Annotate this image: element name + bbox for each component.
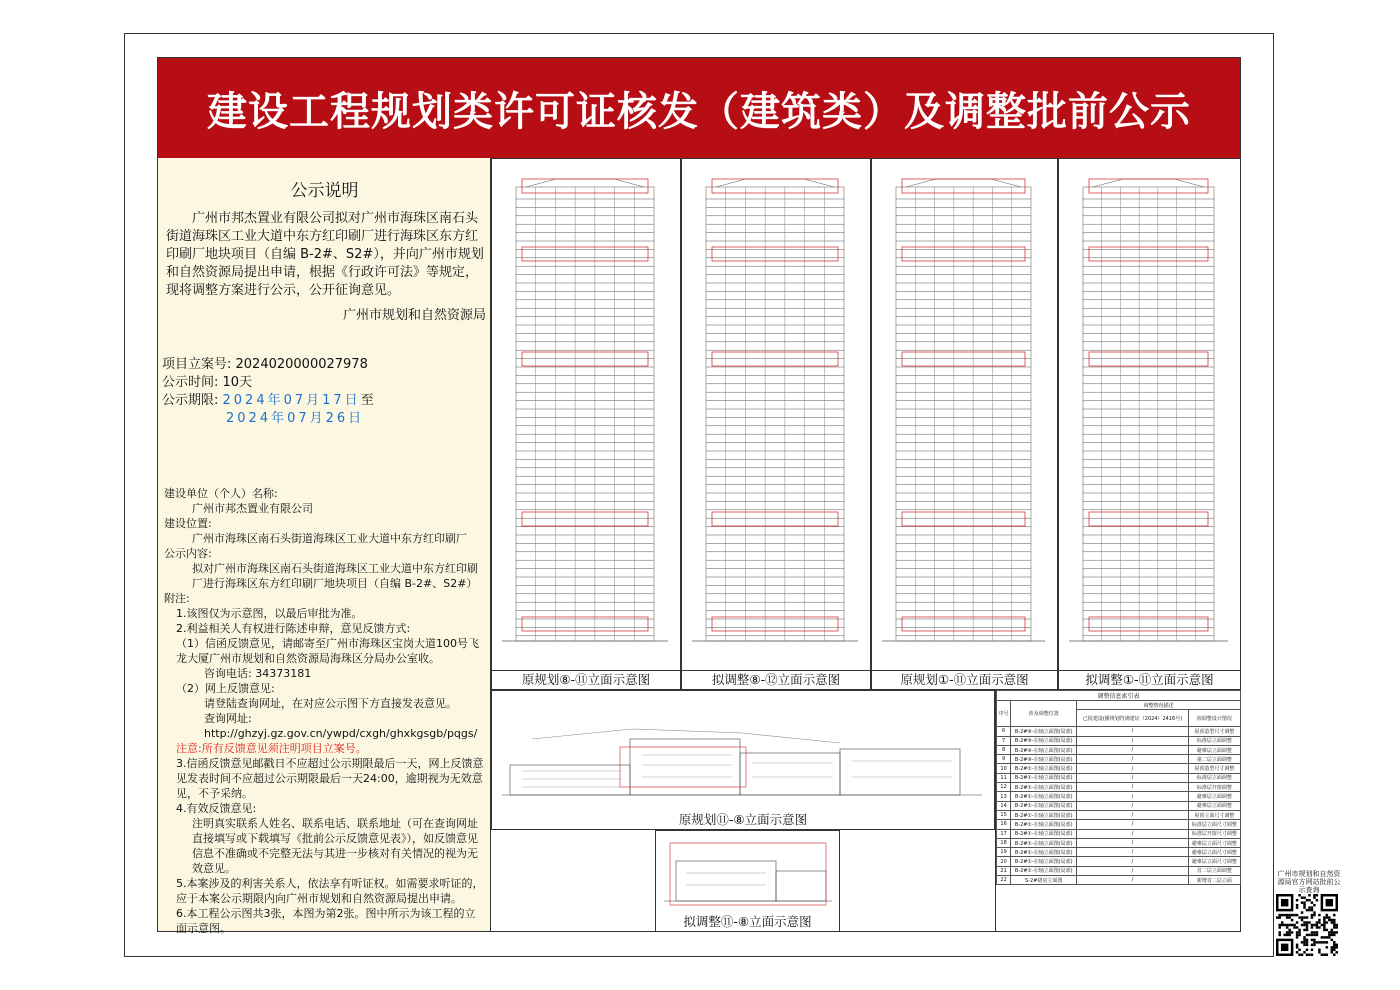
podium-panel-original bbox=[491, 690, 995, 830]
qr-label: 广州市规划和自然资源局官方网站批前公示查询 bbox=[1277, 870, 1341, 894]
details-block bbox=[164, 486, 486, 936]
table-row bbox=[997, 783, 1241, 792]
table-cell-approved: / bbox=[1077, 792, 1188, 801]
elevation-panel-3 bbox=[871, 158, 1058, 690]
table-cell-loc: B-2#①-⑪轴立面图(局部) bbox=[1011, 857, 1077, 866]
table-cell-loc: B-2#①-⑪轴立面图(局部) bbox=[1011, 801, 1077, 810]
table-cell-loc: B-2#①-⑪轴立面图(局部) bbox=[1011, 792, 1077, 801]
table-cell-plan: 避难层立面调整 bbox=[1188, 792, 1240, 801]
table-row bbox=[997, 829, 1241, 838]
table-cell-loc: B-2#①-⑪轴立面图(局部) bbox=[1011, 829, 1077, 838]
table-cell-loc: B-2#①-⑪轴立面图(局部) bbox=[1011, 773, 1077, 782]
table-cell-approved: / bbox=[1077, 876, 1188, 885]
table-cell-loc: B-2#①-⑪轴立面图(局部) bbox=[1011, 820, 1077, 829]
case-label: 项目立案号: bbox=[162, 357, 236, 372]
col-approved: 已批建设(播规划符满建证（2024）2416号) bbox=[1077, 710, 1188, 727]
col-no: 序号 bbox=[997, 701, 1011, 727]
period-label: 公示时间: bbox=[162, 375, 223, 390]
tower-drawing-4 bbox=[1059, 159, 1240, 671]
notes-label: 附注: bbox=[164, 592, 190, 605]
page-title: 建设工程规划类许可证核发（建筑类）及调整批前公示 bbox=[158, 58, 1240, 158]
note-2a-phone: 咨询电话: 34373181 bbox=[204, 667, 312, 680]
tower-drawing-1 bbox=[492, 159, 680, 671]
table-cell-loc: S-2#裙房立面图 bbox=[1011, 876, 1077, 885]
table-cell-no: 20 bbox=[997, 857, 1011, 866]
table-cell-plan: 新增首二层立面 bbox=[1188, 876, 1240, 885]
table-cell-plan: 避难层立面调整 bbox=[1188, 801, 1240, 810]
table-cell-loc: B-2#①-⑪轴立面图(局部) bbox=[1011, 764, 1077, 773]
table-row bbox=[997, 755, 1241, 764]
note-4: 4.有效反馈意见: bbox=[176, 802, 257, 815]
table-cell-plan: 标准层开窗调整 bbox=[1188, 783, 1240, 792]
col-group: 调整情况描述 bbox=[1077, 701, 1241, 710]
table-cell-loc: B-2#①-⑪轴立面图(局部) bbox=[1011, 838, 1077, 847]
table-cell-no: 10 bbox=[997, 764, 1011, 773]
table-cell-approved: / bbox=[1077, 857, 1188, 866]
content-value: 拟对广州市海珠区南石头街道海珠区工业大道中东方红印刷厂进行海珠区东方红印刷厂地块项目（自编 B-2#、S2#） bbox=[192, 562, 478, 590]
note-2: 2.利益相关人有权进行陈述申辩，意见反馈方式: bbox=[176, 622, 411, 635]
table-cell-plan: 避难层立面尺寸调整 bbox=[1188, 848, 1240, 857]
table-cell-loc: B-2#⑧-⑪轴立面图(局部) bbox=[1011, 727, 1077, 736]
table-title: 调整信息索引表 bbox=[997, 691, 1241, 701]
table-cell-no: 17 bbox=[997, 829, 1011, 838]
table-cell-approved: / bbox=[1077, 736, 1188, 745]
table-cell-plan: 避难层立面尺寸调整 bbox=[1188, 838, 1240, 847]
table-cell-approved: / bbox=[1077, 801, 1188, 810]
table-row bbox=[997, 838, 1241, 847]
note-2b-url[interactable]: http://ghzyj.gz.gov.cn/ywpd/cxgh/ghxkgsgb/pqgs/ bbox=[204, 727, 478, 740]
col-location: 涉及调整位置 bbox=[1011, 701, 1077, 727]
unit-label: 建设单位（个人）名称: bbox=[164, 487, 278, 500]
table-cell-plan: 标准层立面尺寸调整 bbox=[1188, 820, 1240, 829]
table-cell-no: 21 bbox=[997, 866, 1011, 875]
table-cell-no: 15 bbox=[997, 810, 1011, 819]
table-cell-no: 8 bbox=[997, 745, 1011, 754]
table-cell-loc: B-2#①-⑪轴立面图(局部) bbox=[1011, 866, 1077, 875]
table-cell-approved: / bbox=[1077, 745, 1188, 754]
elevation-panel-2 bbox=[681, 158, 871, 690]
note-2b-2: 查询网址: bbox=[204, 712, 252, 725]
table-row bbox=[997, 727, 1241, 736]
table-cell-plan: 标准层立面调整 bbox=[1188, 773, 1240, 782]
table-cell-plan: 首二层立面调整 bbox=[1188, 866, 1240, 875]
table-row bbox=[997, 848, 1241, 857]
table-cell-plan: 屋顶立面尺寸调整 bbox=[1188, 810, 1240, 819]
caption-5: 原规划⑪-⑧立面示意图 bbox=[492, 811, 994, 829]
unit-value: 广州市邦杰置业有限公司 bbox=[192, 502, 313, 515]
table-cell-no: 9 bbox=[997, 755, 1011, 764]
content-label: 公示内容: bbox=[164, 547, 212, 560]
notice-panel bbox=[158, 158, 491, 935]
col-plan: 拟调整设计情况 bbox=[1188, 710, 1240, 727]
caption-3: 原规划①-⑪立面示意图 bbox=[872, 670, 1057, 689]
table-cell-loc: B-2#⑧-⑪轴立面图(局部) bbox=[1011, 755, 1077, 764]
table-cell-no: 16 bbox=[997, 820, 1011, 829]
caption-1: 原规划⑧-⑪立面示意图 bbox=[492, 670, 680, 689]
period-value: 10天 bbox=[222, 375, 253, 390]
project-info bbox=[162, 356, 374, 428]
table-row bbox=[997, 866, 1241, 875]
table-cell-approved: / bbox=[1077, 755, 1188, 764]
location-value: 广州市海珠区南石头街道海珠区工业大道中东方红印刷厂 bbox=[192, 532, 467, 545]
table-row bbox=[997, 857, 1241, 866]
table-cell-approved: / bbox=[1077, 810, 1188, 819]
table-cell-no: 14 bbox=[997, 801, 1011, 810]
table-cell-no: 7 bbox=[997, 736, 1011, 745]
caption-6: 拟调整⑪-⑧立面示意图 bbox=[656, 913, 839, 931]
table-row bbox=[997, 736, 1241, 745]
table-cell-no: 6 bbox=[997, 727, 1011, 736]
table-cell-plan: 标准层立面调整 bbox=[1188, 736, 1240, 745]
table-cell-approved: / bbox=[1077, 829, 1188, 838]
note-3: 3.信函反馈意见邮戳日不应超过公示期限最后一天，网上反馈意见发表时间不应超过公示期限最后一天24:00，逾期视为无效意见，不予采纳。 bbox=[176, 757, 484, 800]
qr-block bbox=[1276, 870, 1341, 956]
adjustment-index-table bbox=[995, 690, 1241, 932]
note-1: 1.该图仅为示意图，以最后审批为准。 bbox=[176, 607, 363, 620]
date-from: 2024年07月17日 bbox=[222, 393, 361, 408]
location-label: 建设位置: bbox=[164, 517, 212, 530]
table-row bbox=[997, 876, 1241, 885]
table-cell-approved: / bbox=[1077, 727, 1188, 736]
table-row bbox=[997, 764, 1241, 773]
table-cell-loc: B-2#⑧-⑪轴立面图(局部) bbox=[1011, 745, 1077, 754]
case-number: 2024020000027978 bbox=[235, 357, 368, 372]
term-label: 公示期限: bbox=[162, 393, 223, 408]
note-2-warning: 注意:所有反馈意见须注明项目立案号。 bbox=[176, 742, 367, 755]
table-row bbox=[997, 801, 1241, 810]
table-cell-approved: / bbox=[1077, 838, 1188, 847]
table-cell-no: 18 bbox=[997, 838, 1011, 847]
table-cell-approved: / bbox=[1077, 848, 1188, 857]
note-5: 5.本案涉及的利害关系人，依法享有听证权。如需要求听证的，应于本案公示期限内向广州市规划和自然资源局提出申请。 bbox=[176, 877, 484, 905]
table-cell-loc: B-2#①-⑪轴立面图(局部) bbox=[1011, 783, 1077, 792]
table-cell-plan: 第二层立面调整 bbox=[1188, 755, 1240, 764]
table-cell-no: 13 bbox=[997, 792, 1011, 801]
table-row bbox=[997, 792, 1241, 801]
table-cell-plan: 屋顶造型尺寸调整 bbox=[1188, 727, 1240, 736]
table-cell-plan: 避难层立面调整 bbox=[1188, 745, 1240, 754]
date-to: 2024年07月26日 bbox=[226, 411, 365, 426]
table-cell-loc: B-2#①-⑪轴立面图(局部) bbox=[1011, 810, 1077, 819]
table-cell-no: 19 bbox=[997, 848, 1011, 857]
table-cell-no: 11 bbox=[997, 773, 1011, 782]
podium-drawing-original bbox=[492, 691, 994, 811]
table-cell-loc: B-2#⑧-⑪轴立面图(局部) bbox=[1011, 736, 1077, 745]
elevation-panel-1 bbox=[491, 158, 681, 690]
table-row bbox=[997, 820, 1241, 829]
table-row bbox=[997, 745, 1241, 754]
table-cell-approved: / bbox=[1077, 773, 1188, 782]
table-row bbox=[997, 810, 1241, 819]
notice-signature: 广州市规划和自然资源局 bbox=[342, 308, 486, 323]
note-4-body: 注明真实联系人姓名、联系电话、联系地址（可在查询网址直接填写或下载填写《批前公示反馈意见表》），如反馈意见信息不准确或不完整无法与其进一步核对有关情况的视为无效意见。 bbox=[192, 817, 478, 875]
notice-heading: 公示说明 bbox=[290, 181, 359, 201]
table-cell-approved: / bbox=[1077, 783, 1188, 792]
podium-drawing-adjusted bbox=[656, 831, 839, 913]
tower-drawing-2 bbox=[682, 159, 870, 671]
qr-code-icon[interactable] bbox=[1276, 894, 1338, 956]
caption-4: 拟调整①-⑪立面示意图 bbox=[1059, 670, 1240, 689]
notice-intro: 广州市邦杰置业有限公司拟对广州市海珠区南石头街道海珠区工业大道中东方红印刷厂进行海珠区东方红印刷厂地块项目（自编 B-2#、S2#），并向广州市规划和自然资源局提出申请，根据《行政许可法》等规定，现将调整方案进行公示，公开征询意见。 bbox=[166, 211, 484, 298]
table-cell-plan: 标准层开窗尺寸调整 bbox=[1188, 829, 1240, 838]
table-row bbox=[997, 773, 1241, 782]
table-cell-approved: / bbox=[1077, 764, 1188, 773]
caption-2: 拟调整⑧-⑫立面示意图 bbox=[682, 670, 870, 689]
podium-panel-adjusted bbox=[655, 830, 840, 932]
tower-drawing-3 bbox=[872, 159, 1057, 671]
note-2b-1: 请登陆查询网址，在对应公示图下方直接发表意见。 bbox=[204, 697, 457, 710]
table-cell-no: 22 bbox=[997, 876, 1011, 885]
table-cell-plan: 屋顶造型尺寸调整 bbox=[1188, 764, 1240, 773]
to-word: 至 bbox=[360, 393, 374, 408]
note-6: 6.本工程公示图共3张，本图为第2张。图中所示为该工程的立面示意图。 bbox=[176, 907, 476, 935]
table-cell-loc: B-2#①-⑪轴立面图(局部) bbox=[1011, 848, 1077, 857]
table-cell-approved: / bbox=[1077, 866, 1188, 875]
table-cell-approved: / bbox=[1077, 820, 1188, 829]
note-2b: （2）网上反馈意见: bbox=[176, 682, 275, 695]
elevation-panel-4 bbox=[1058, 158, 1241, 690]
table-cell-no: 12 bbox=[997, 783, 1011, 792]
table-cell-plan: 避难层立面尺寸调整 bbox=[1188, 857, 1240, 866]
note-2a: （1）信函反馈意见，请邮寄至广州市海珠区宝岗大道100号飞龙大厦广州市规划和自然资源局海珠区分局办公室收。 bbox=[176, 637, 479, 665]
